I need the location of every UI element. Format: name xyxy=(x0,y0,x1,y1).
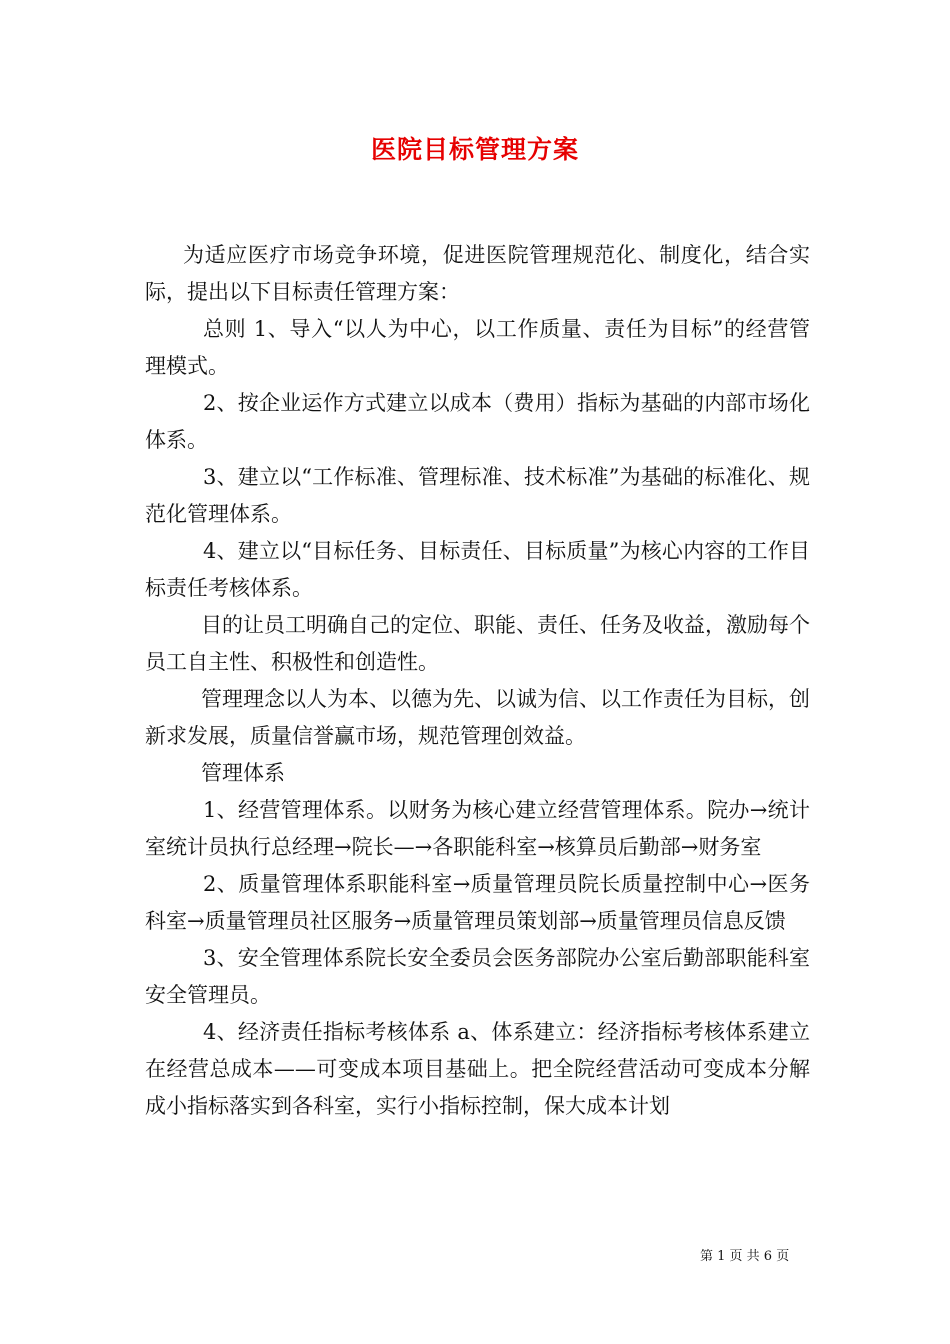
document-body xyxy=(145,237,810,1125)
general-principle-3: 3、建立以“工作标准、管理标准、技术标准”为基础的标准化、规范化管理体系。 xyxy=(145,465,810,526)
section-heading-management-system: 管理体系 xyxy=(201,761,285,785)
system-item-3: 3、安全管理体系院长安全委员会医务部院办公室后勤部职能科室安全管理员。 xyxy=(145,946,810,1007)
system-item-4: 4、经济责任指标考核体系 a、体系建立：经济指标考核体系建立在经营总成本——可变成本项目基础上。把全院经营活动可变成本分解成小指标落实到各科室，实行小指标控制，保大成本计划 xyxy=(145,1020,810,1118)
system-item-1: 1、经营管理体系。以财务为核心建立经营管理体系。院办→统计室统计员执行总经理→院长—→各职能科室→核算员后勤部→财务室 xyxy=(145,798,810,859)
intro-paragraph: 为适应医疗市场竞争环境，促进医院管理规范化、制度化，结合实际，提出以下目标责任管理方案： xyxy=(145,243,810,304)
document-title: 医院目标管理方案 xyxy=(370,135,579,164)
purpose-paragraph: 目的让员工明确自己的定位、职能、责任、任务及收益，激励每个员工自主性、积极性和创造性。 xyxy=(145,613,810,674)
general-principle-2: 2、按企业运作方式建立以成本（费用）指标为基础的内部市场化体系。 xyxy=(145,391,810,452)
system-item-2: 2、质量管理体系职能科室→质量管理员院长质量控制中心→医务科室→质量管理员社区服务→质量管理员策划部→质量管理员信息反馈 xyxy=(145,872,810,933)
page-number-footer: 第 1 页 共 6 页 xyxy=(700,1249,790,1264)
general-principle-1: 总则 1、导入“以人为中心，以工作质量、责任为目标”的经营管理模式。 xyxy=(145,317,810,378)
philosophy-paragraph: 管理理念以人为本、以德为先、以诚为信、以工作责任为目标，创新求发展，质量信誉赢市场，规范管理创效益。 xyxy=(145,687,810,748)
general-principle-4: 4、建立以“目标任务、目标责任、目标质量”为核心内容的工作目标责任考核体系。 xyxy=(145,539,810,600)
